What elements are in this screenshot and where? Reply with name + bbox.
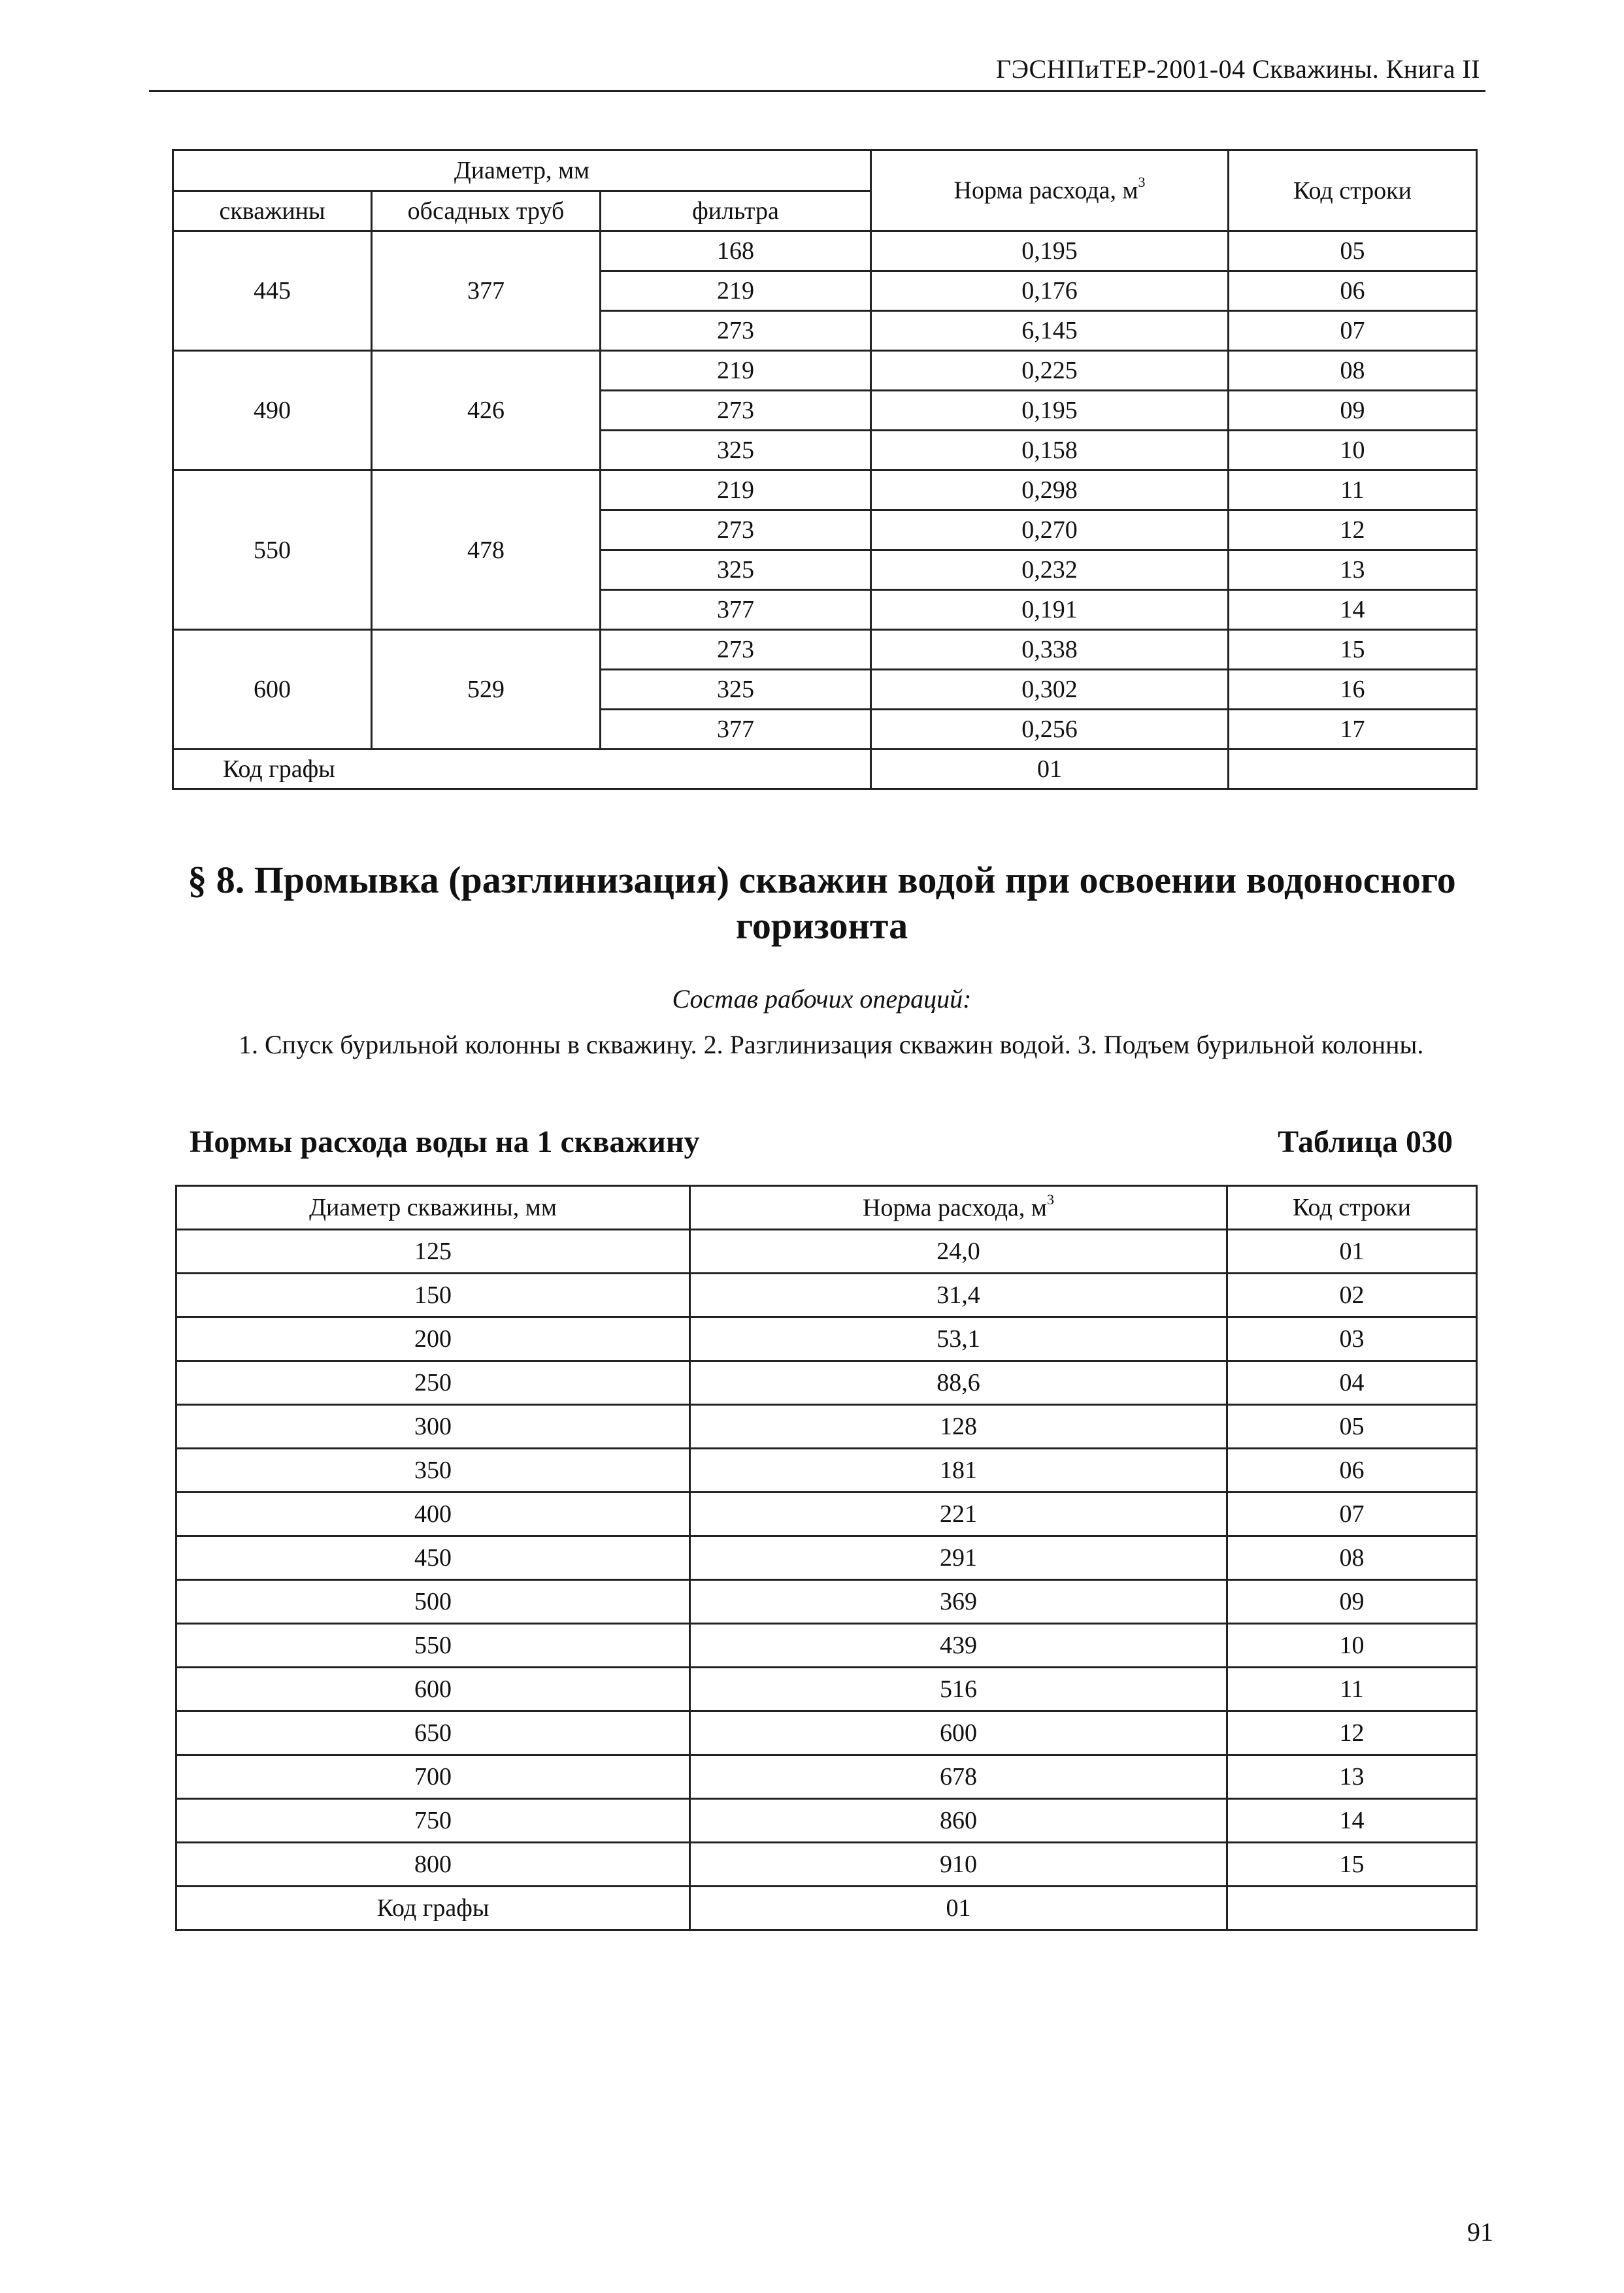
table2-header-norm-sup: 3 — [1046, 1191, 1054, 1208]
casing-diameter-cell: 426 — [372, 351, 601, 470]
row-code-cell: 09 — [1227, 1580, 1477, 1624]
table2-header-diameter: Диаметр скважины, мм — [176, 1186, 690, 1230]
filter-diameter-cell: 273 — [601, 311, 871, 351]
filter-diameter-cell: 273 — [601, 630, 871, 670]
filter-diameter-cell: 377 — [601, 590, 871, 630]
table1-header-code: Код строки — [1229, 150, 1477, 231]
well-diameter-cell: 125 — [176, 1230, 690, 1274]
table-water-norms — [175, 1185, 1478, 1931]
table1-header-filter: фильтра — [601, 191, 871, 231]
filter-diameter-cell: 219 — [601, 470, 871, 510]
norm-cell: 600 — [690, 1711, 1227, 1755]
row-code-cell: 05 — [1227, 1405, 1477, 1449]
table-row — [176, 1668, 1477, 1711]
table-row — [176, 1230, 1477, 1274]
section-title-line2: горизонта — [735, 904, 908, 947]
row-code-cell: 03 — [1227, 1317, 1477, 1361]
empty-cell — [1227, 1887, 1477, 1930]
row-code-cell: 12 — [1227, 1711, 1477, 1755]
operations-list: 1. Спуск бурильной колонны в скважину. 2. Разглинизация скважин водой. 3. Подъем бурильной колонны. — [239, 1030, 1424, 1059]
row-code-cell: 16 — [1229, 670, 1477, 710]
table-row — [176, 1624, 1477, 1668]
norm-cell: 0,191 — [871, 590, 1229, 630]
casing-diameter-cell: 529 — [372, 630, 601, 750]
table-row — [176, 1536, 1477, 1580]
page-number: 91 — [1467, 2217, 1493, 2247]
row-code-cell: 15 — [1229, 630, 1477, 670]
norm-cell: 0,270 — [871, 510, 1229, 550]
well-diameter-cell: 445 — [173, 231, 372, 351]
table-row — [176, 1711, 1477, 1755]
filter-diameter-cell: 325 — [601, 670, 871, 710]
table2-footer-row — [176, 1887, 1477, 1930]
well-diameter-cell: 300 — [176, 1405, 690, 1449]
norm-cell: 910 — [690, 1843, 1227, 1887]
well-diameter-cell: 600 — [176, 1668, 690, 1711]
row-code-cell: 13 — [1229, 550, 1477, 590]
table1-header-well: скважины — [173, 191, 372, 231]
running-header: ГЭСНПиТЕР-2001-04 Скважины. Книга II — [996, 54, 1480, 84]
row-code-cell: 07 — [1227, 1493, 1477, 1536]
row-code-cell: 11 — [1227, 1668, 1477, 1711]
norm-cell: 31,4 — [690, 1274, 1227, 1317]
row-code-cell: 07 — [1229, 311, 1477, 351]
row-code-cell: 14 — [1229, 590, 1477, 630]
header-rule — [149, 90, 1485, 92]
table1-header-norm — [871, 150, 1229, 231]
well-diameter-cell: 700 — [176, 1755, 690, 1799]
table-row — [176, 1799, 1477, 1843]
filter-diameter-cell: 219 — [601, 271, 871, 311]
row-code-cell: 17 — [1229, 710, 1477, 750]
well-diameter-cell: 550 — [176, 1624, 690, 1668]
norm-cell: 516 — [690, 1668, 1227, 1711]
filter-diameter-cell: 273 — [601, 391, 871, 431]
norm-cell: 0,298 — [871, 470, 1229, 510]
norm-cell: 0,256 — [871, 710, 1229, 750]
row-code-cell: 01 — [1227, 1230, 1477, 1274]
row-code-cell: 15 — [1227, 1843, 1477, 1887]
well-diameter-cell: 350 — [176, 1449, 690, 1493]
well-diameter-cell: 450 — [176, 1536, 690, 1580]
table1-header-diameter: Диаметр, мм — [173, 150, 871, 191]
row-code-cell: 08 — [1229, 351, 1477, 391]
norm-cell: 860 — [690, 1799, 1227, 1843]
section-title — [170, 857, 1474, 949]
row-code-cell: 04 — [1227, 1361, 1477, 1405]
norm-cell: 53,1 — [690, 1317, 1227, 1361]
table1-header-norm-sup: 3 — [1138, 174, 1146, 191]
table-row — [176, 1405, 1477, 1449]
row-code-cell: 11 — [1229, 470, 1477, 510]
column-code-label: Код графы — [176, 1887, 690, 1930]
table-row — [176, 1274, 1477, 1317]
row-code-cell: 05 — [1229, 231, 1477, 271]
table2-number: Таблица 030 — [1278, 1125, 1453, 1159]
norm-cell: 6,145 — [871, 311, 1229, 351]
table-row — [173, 470, 1477, 510]
table-row — [176, 1843, 1477, 1887]
filter-diameter-cell: 325 — [601, 431, 871, 470]
table1-body — [173, 150, 1477, 789]
table-row — [176, 1493, 1477, 1536]
table2-header-row — [176, 1186, 1477, 1230]
column-code-label: Код графы — [173, 750, 871, 789]
table-row — [173, 351, 1477, 391]
norm-cell: 0,302 — [871, 670, 1229, 710]
row-code-cell: 10 — [1227, 1624, 1477, 1668]
norm-cell: 24,0 — [690, 1230, 1227, 1274]
filter-diameter-cell: 168 — [601, 231, 871, 271]
row-code-cell: 12 — [1229, 510, 1477, 550]
norm-cell: 0,232 — [871, 550, 1229, 590]
table-row — [173, 231, 1477, 271]
well-diameter-cell: 550 — [173, 470, 372, 630]
well-diameter-cell: 490 — [173, 351, 372, 470]
table1-header-row — [173, 150, 1477, 191]
norm-cell: 0,195 — [871, 391, 1229, 431]
table2-header-norm-text: Норма расхода, м — [863, 1194, 1047, 1222]
table-row — [173, 630, 1477, 670]
norm-cell: 0,338 — [871, 630, 1229, 670]
well-diameter-cell: 150 — [176, 1274, 690, 1317]
table-row — [176, 1755, 1477, 1799]
table-row — [176, 1317, 1477, 1361]
norm-cell: 0,176 — [871, 271, 1229, 311]
casing-diameter-cell: 478 — [372, 470, 601, 630]
filter-diameter-cell: 273 — [601, 510, 871, 550]
operations-caption: Состав рабочих операций: — [672, 984, 972, 1014]
table-row — [176, 1449, 1477, 1493]
norm-cell: 0,158 — [871, 431, 1229, 470]
norm-cell: 439 — [690, 1624, 1227, 1668]
row-code-cell: 08 — [1227, 1536, 1477, 1580]
table2-header-code: Код строки — [1227, 1186, 1477, 1230]
norm-cell: 128 — [690, 1405, 1227, 1449]
table2-header-norm — [690, 1186, 1227, 1230]
norm-cell: 88,6 — [690, 1361, 1227, 1405]
norm-cell: 291 — [690, 1536, 1227, 1580]
row-code-cell: 06 — [1227, 1449, 1477, 1493]
row-code-cell: 06 — [1229, 271, 1477, 311]
table2-body — [176, 1186, 1477, 1930]
column-code-value: 01 — [871, 750, 1229, 789]
norm-cell: 181 — [690, 1449, 1227, 1493]
row-code-cell: 14 — [1227, 1799, 1477, 1843]
well-diameter-cell: 600 — [173, 630, 372, 750]
well-diameter-cell: 250 — [176, 1361, 690, 1405]
section-title-line1: § 8. Промывка (разглинизация) скважин водой при освоении водоносного — [188, 859, 1456, 901]
filter-diameter-cell: 219 — [601, 351, 871, 391]
row-code-cell: 02 — [1227, 1274, 1477, 1317]
filter-diameter-cell: 325 — [601, 550, 871, 590]
norm-cell: 369 — [690, 1580, 1227, 1624]
well-diameter-cell: 800 — [176, 1843, 690, 1887]
norm-cell: 221 — [690, 1493, 1227, 1536]
table1-header-norm-text: Норма расхода, м — [953, 176, 1138, 205]
table1-header-casing: обсадных труб — [372, 191, 601, 231]
norm-cell: 0,225 — [871, 351, 1229, 391]
row-code-cell: 13 — [1227, 1755, 1477, 1799]
well-diameter-cell: 500 — [176, 1580, 690, 1624]
table-row — [176, 1361, 1477, 1405]
table-row — [176, 1580, 1477, 1624]
casing-diameter-cell: 377 — [372, 231, 601, 351]
row-code-cell: 10 — [1229, 431, 1477, 470]
well-diameter-cell: 400 — [176, 1493, 690, 1536]
filter-diameter-cell: 377 — [601, 710, 871, 750]
empty-cell — [1229, 750, 1477, 789]
norm-cell: 678 — [690, 1755, 1227, 1799]
well-diameter-cell: 750 — [176, 1799, 690, 1843]
well-diameter-cell: 650 — [176, 1711, 690, 1755]
well-diameter-cell: 200 — [176, 1317, 690, 1361]
table2-heading: Нормы расхода воды на 1 скважину — [190, 1125, 700, 1159]
column-code-value: 01 — [690, 1887, 1227, 1930]
row-code-cell: 09 — [1229, 391, 1477, 431]
table-cement-norms — [172, 149, 1478, 790]
table1-footer-row — [173, 750, 1477, 789]
norm-cell: 0,195 — [871, 231, 1229, 271]
